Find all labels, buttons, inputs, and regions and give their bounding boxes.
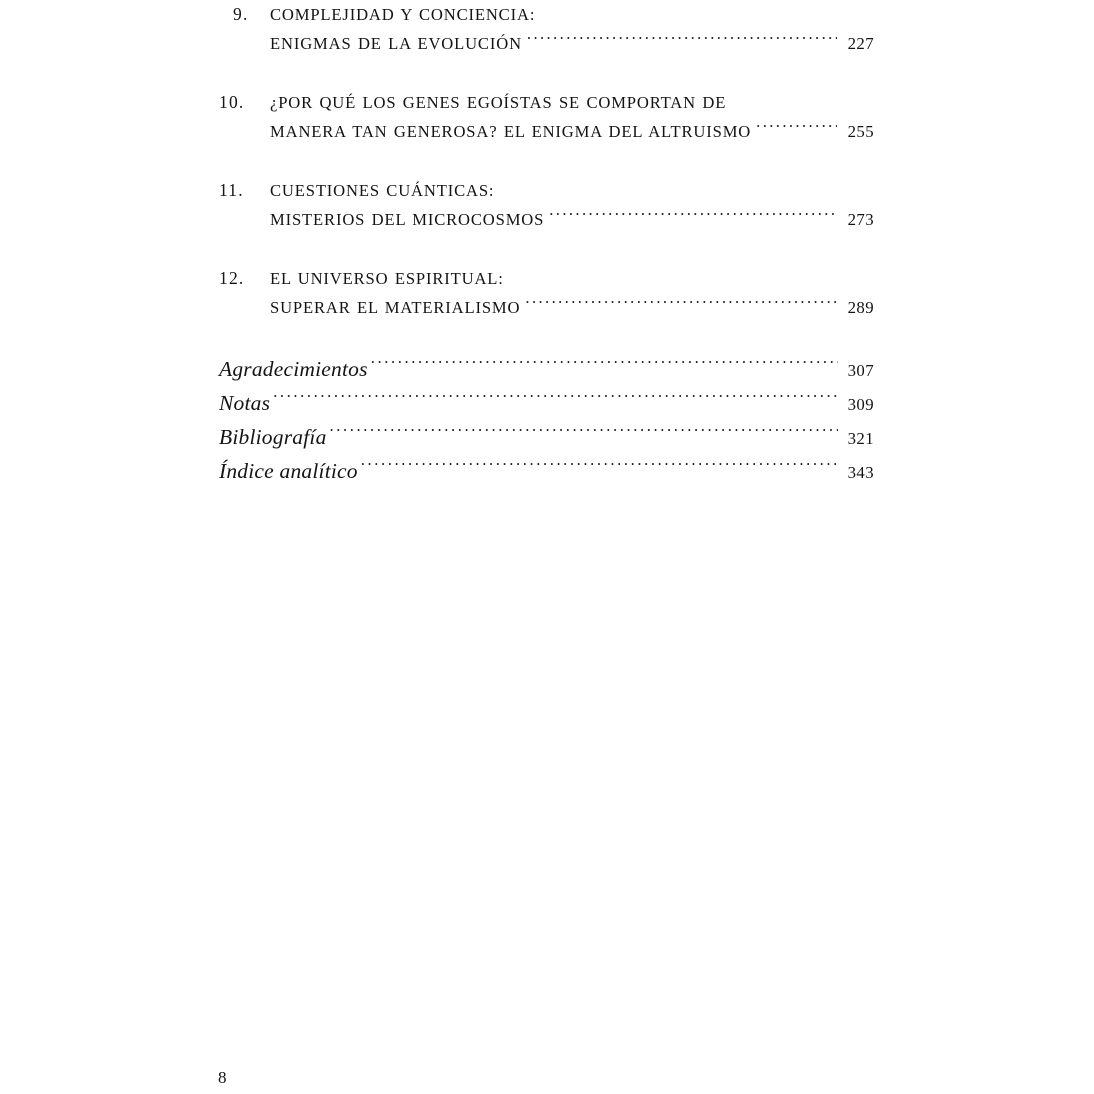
chapter-title-part: COMPLEJIDAD Y CONCIENCIA: (270, 5, 536, 24)
chapter-page-number: 255 (847, 122, 874, 141)
back-matter-page-number: 307 (847, 361, 874, 380)
chapter-title-lines (270, 176, 874, 234)
chapter-title-lines (270, 0, 874, 58)
chapter-title-part: MANERA TAN GENEROSA? EL ENIGMA DEL ALTRUISMO (270, 122, 752, 141)
chapter-page-number: 227 (847, 34, 874, 53)
back-matter-page-number: 321 (847, 429, 874, 448)
toc-title-line (270, 0, 874, 29)
back-matter-entry[interactable] (219, 455, 874, 489)
dot-leader (273, 394, 838, 410)
chapter-title-part: ¿POR QUÉ LOS GENES EGOÍSTAS SE COMPORTAN DE (270, 93, 727, 112)
back-matter-page-number: 343 (847, 463, 874, 482)
chapter-title-part: MISTERIOS DEL MICROCOSMOS (270, 210, 545, 229)
dot-leader (756, 121, 837, 137)
toc-title-line (270, 176, 874, 205)
dot-leader (525, 297, 837, 313)
toc-chapter-entry[interactable] (219, 264, 874, 322)
page-folio-number: 8 (218, 1068, 227, 1087)
toc-chapter-entry[interactable] (219, 0, 874, 58)
back-matter-title: Notas (219, 391, 271, 415)
back-matter-entry[interactable] (219, 353, 874, 387)
chapter-number: 12. (219, 268, 245, 288)
back-matter-title: Índice analítico (219, 459, 358, 483)
chapter-title-part: EL UNIVERSO ESPIRITUAL: (270, 269, 504, 288)
toc-title-line-with-page (270, 117, 874, 146)
chapter-title-part: ENIGMAS DE LA EVOLUCIÓN (270, 34, 522, 53)
back-matter-title: Agradecimientos (219, 357, 368, 381)
toc-title-line-with-page (270, 205, 874, 234)
toc-title-line-with-page (270, 293, 874, 322)
chapter-title-lines (270, 264, 874, 322)
dot-leader (330, 428, 838, 444)
back-matter-entry[interactable] (219, 421, 874, 455)
back-matter-list (219, 353, 874, 489)
toc-title-line (270, 88, 874, 117)
toc-title-line (270, 264, 874, 293)
back-matter-page-number: 309 (847, 395, 874, 414)
table-of-contents (219, 0, 874, 322)
chapter-page-number: 273 (847, 210, 874, 229)
chapter-title-part: SUPERAR EL MATERIALISMO (270, 298, 521, 317)
dot-leader (527, 33, 837, 49)
dot-leader (549, 209, 837, 225)
dot-leader (361, 462, 838, 478)
chapter-number: 10. (219, 92, 245, 112)
back-matter-title: Bibliografía (219, 425, 327, 449)
toc-title-line-with-page (270, 29, 874, 58)
chapter-page-number: 289 (847, 298, 874, 317)
toc-chapter-entry[interactable] (219, 176, 874, 234)
chapter-number: 9. (233, 4, 249, 24)
toc-chapter-entry[interactable] (219, 88, 874, 146)
dot-leader (371, 360, 838, 376)
back-matter-entry[interactable] (219, 387, 874, 421)
chapter-title-lines (270, 88, 874, 146)
chapter-title-part: CUESTIONES CUÁNTICAS: (270, 181, 495, 200)
chapter-number: 11. (219, 180, 244, 200)
